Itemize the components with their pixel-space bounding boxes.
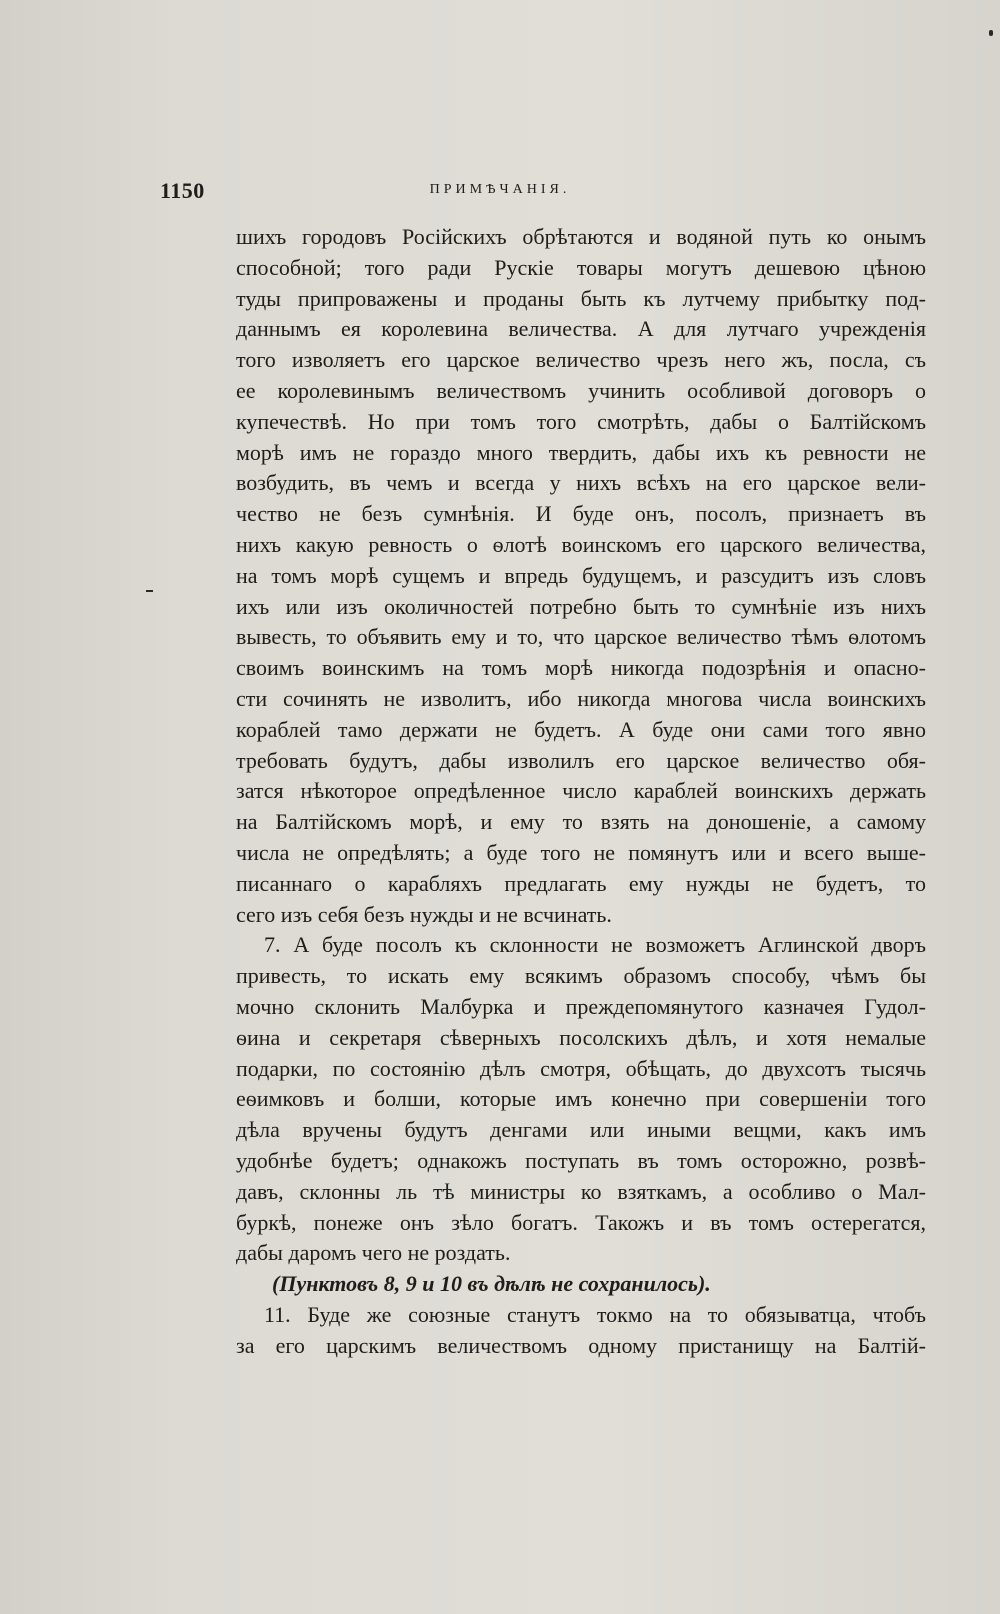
text-line: купечествѣ. Но при томъ того смотрѣть, дабы о Балтійскомъ <box>236 408 926 434</box>
editorial-note: (Пунктовъ 8, 9 и 10 въ дѣлѣ не сохранилось). <box>272 1271 711 1297</box>
text-line: своимъ воинскимъ на томъ морѣ никогда подозрѣнія и опасно- <box>236 655 926 681</box>
text-line: дабы даромъ чего не роздать. <box>236 1240 511 1266</box>
text-line: давъ, склонны ль тѣ министры ко взяткамъ, а особливо о Мал- <box>236 1178 926 1204</box>
text-line: привесть, то искать ему всякимъ образомъ способу, чѣмъ бы <box>236 963 926 989</box>
text-line: подарки, по состоянію дѣлъ смотря, обѣщать, до двухсотъ тысячь <box>236 1055 926 1081</box>
text-line: нихъ какую ревность о ѳлотѣ воинскомъ его царского величества, <box>236 531 926 557</box>
page-header <box>160 178 950 208</box>
text-line: туды припроважены и проданы быть къ лутчему прибытку под- <box>236 285 926 311</box>
text-line: ѳина и секретаря сѣверныхъ посолскихъ дѣлъ, и хотя немалые <box>236 1024 926 1050</box>
text-line: чество не безъ сумнѣнія. И буде онъ, посолъ, признаетъ въ <box>236 501 926 527</box>
text-line: морѣ имъ не гораздо много твердить, дабы ихъ къ ревности не <box>236 439 926 465</box>
text-line: удобнѣе будетъ; однакожъ поступать въ томъ осторожно, розвѣ- <box>236 1147 926 1173</box>
page-number: 1150 <box>160 178 205 203</box>
ink-speck <box>989 30 993 36</box>
text-line: возбудить, въ чемъ и всегда у нихъ всѣхъ на его царское вели- <box>236 470 926 496</box>
text-line: требовать будутъ, дабы изволилъ его царское величество обя- <box>236 747 926 773</box>
text-line: вывесть, то объявить ему и то, что царское величество тѣмъ ѳлотомъ <box>236 624 926 650</box>
text-line: писаннаго о карабляхъ предлагать ему нужды не будетъ, то <box>236 870 926 896</box>
text-line: затся нѣкоторое опредѣленное число караблей воинскихъ держать <box>236 778 926 804</box>
text-line: на Балтійскомъ морѣ, и ему то взять на доношеніе, а самому <box>236 809 926 835</box>
text-line: кораблей тамо держати не будетъ. А буде они сами того явно <box>236 716 926 742</box>
body-text <box>236 222 926 1361</box>
text-line: даннымъ ея королевина величества. А для лутчаго учрежденія <box>236 316 926 342</box>
text-line: числа не опредѣлять; а буде того не помянутъ или и всего выше- <box>236 839 926 865</box>
text-line: еѳимковъ и болши, которые имъ конечно при совершеніи того <box>236 1086 926 1112</box>
text-line: на томъ морѣ сущемъ и впредь будущемъ, и разсудитъ изъ словъ <box>236 562 926 588</box>
paragraph-start-line: 7. А буде посолъ къ склонности не возможетъ Аглинской дворъ <box>264 932 926 958</box>
text-line: мочно склонить Малбурка и преждепомянутого казначея Гудол- <box>236 993 926 1019</box>
text-line: того изволяетъ его царское величество чрезъ него жъ, посла, съ <box>236 347 926 373</box>
text-line: ее королевинымъ величествомъ учинить особливой договоръ о <box>236 377 926 403</box>
text-line: за его царскимъ величествомъ одному пристанищу на Балтій- <box>236 1332 926 1358</box>
text-line: ихъ или изъ околичностей потребно быть то сумнѣніе изъ нихъ <box>236 593 926 619</box>
text-line: сего изъ себя безъ нужды и не всчинать. <box>236 901 612 927</box>
running-title: ПРИМѢЧАНІЯ. <box>429 182 571 197</box>
margin-mark <box>146 590 153 592</box>
text-line: буркѣ, понеже онъ зѣло богатъ. Такожъ и въ томъ остерегатся, <box>236 1209 926 1235</box>
text-line: шихъ городовъ Російскихъ обрѣтаются и водяной путь ко онымъ <box>236 224 926 249</box>
paragraph-start-line: 11. Буде же союзные станутъ токмо на то обязыватца, чтобъ <box>264 1301 926 1327</box>
text-line: способной; того ради Рускіе товары могутъ дешевою цѣною <box>236 254 926 280</box>
text-line: дѣла вручены будутъ денгами или иными вещми, какъ имъ <box>236 1117 926 1143</box>
text-line: сти сочинять не изволитъ, ибо никогда многова числа воинскихъ <box>236 685 926 711</box>
